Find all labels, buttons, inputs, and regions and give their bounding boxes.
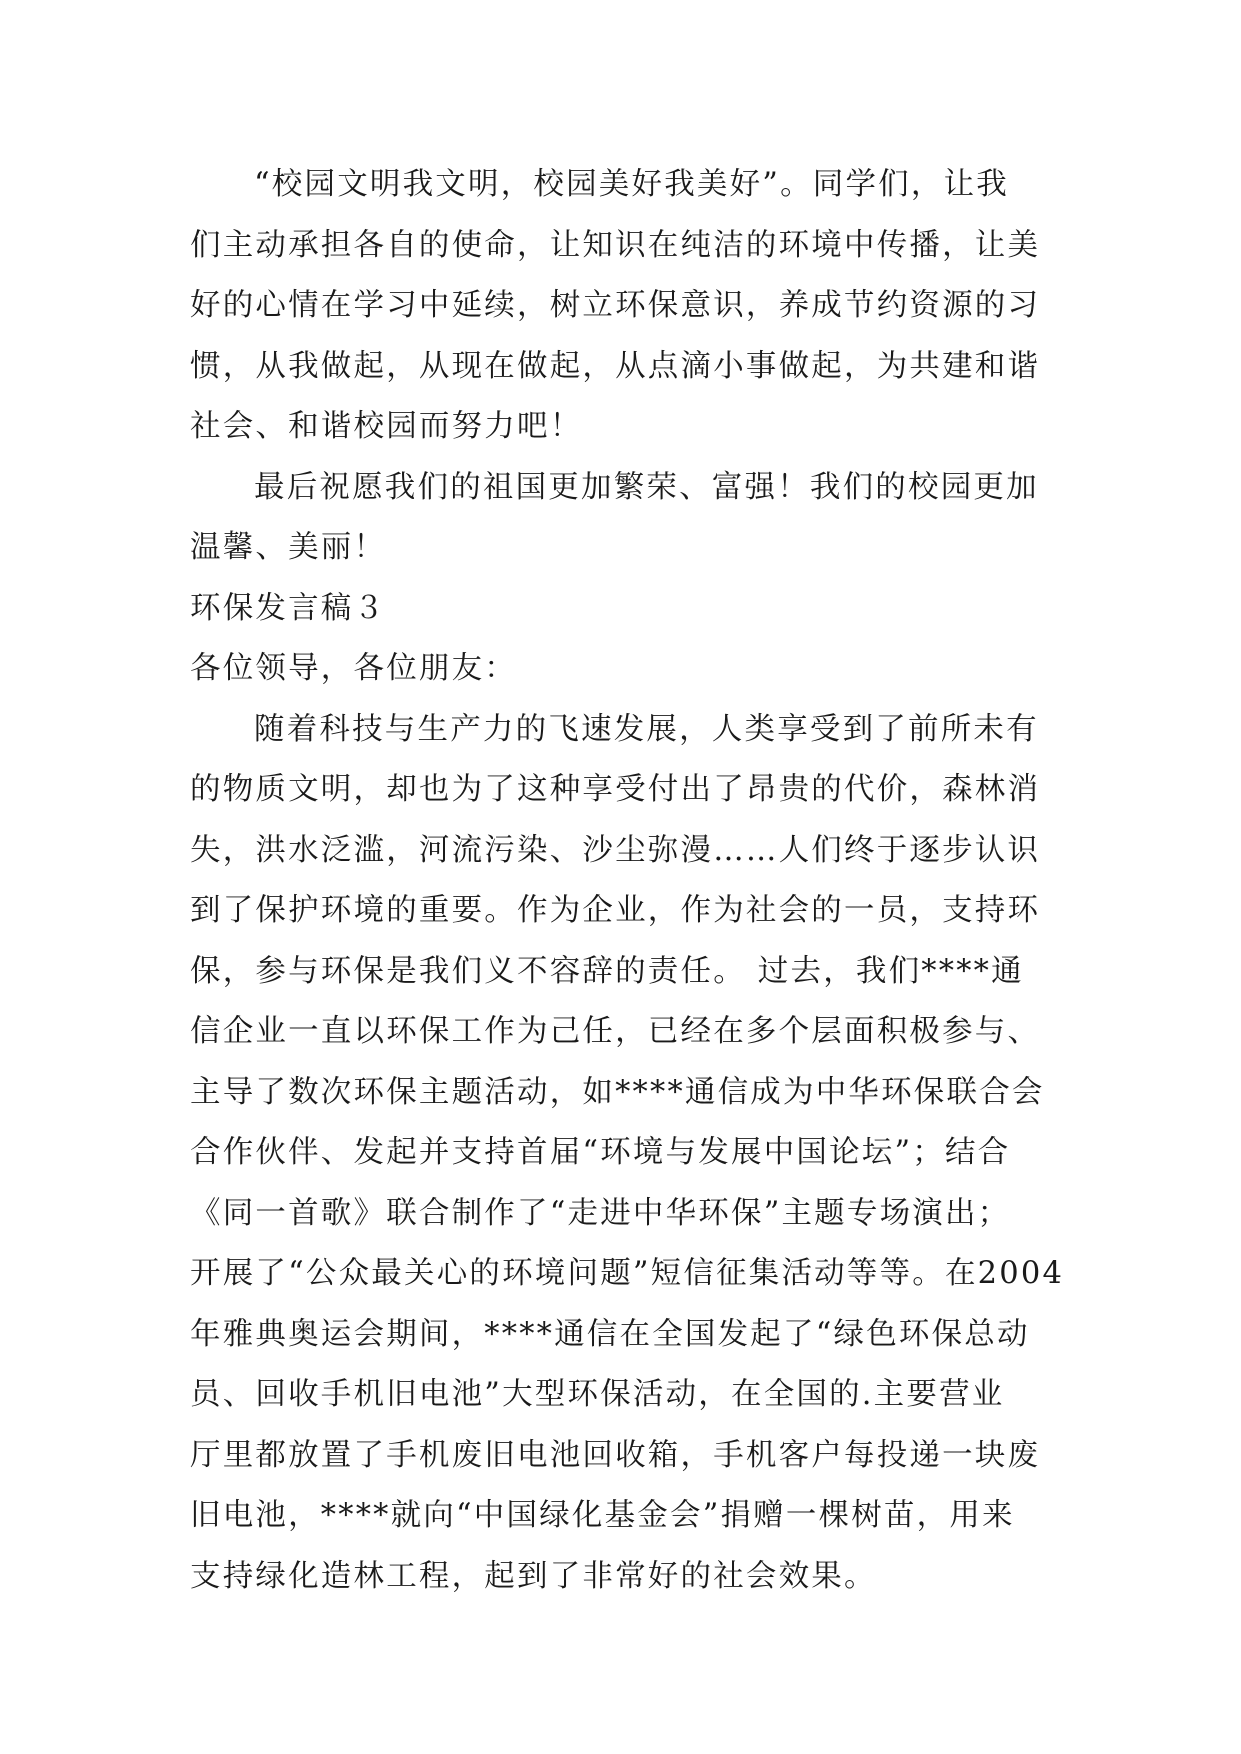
text-line: 到了保护环境的重要。作为企业，作为社会的一员，支持环 — [190, 893, 1041, 928]
document-body — [190, 155, 1065, 1607]
text-line: 好的心情在学习中延续，树立环保意识，养成节约资源的习 — [190, 288, 1041, 323]
text-line: 的物质文明，却也为了这种享受付出了昂贵的代价，森林消 — [190, 772, 1041, 807]
salutation: 各位领导，各位朋友： — [190, 651, 517, 686]
text-line: 失，洪水泛滥，河流污染、沙尘弥漫……人们终于逐步认识 — [190, 832, 1041, 868]
text-line: 《同一首歌》联合制作了“走进中华环保”主题专场演出； — [190, 1195, 1011, 1231]
text-line: 员、回收手机旧电池”大型环保活动，在全国的.主要营业 — [190, 1377, 1005, 1412]
text-line: 开展了“公众最关心的环境问题”短信征集活动等等。在2004 — [190, 1256, 1065, 1291]
text-line: 旧电池，****就向“中国绿化基金会”捐赠一棵树苗，用来 — [190, 1498, 1015, 1533]
text-line: 保，参与环保是我们义不容辞的责任。 过去，我们****通 — [190, 953, 1024, 989]
text-line: 随着科技与生产力的飞速发展，人类享受到了前所未有 — [254, 711, 1039, 747]
text-line: 主导了数次环保主题活动，如****通信成为中华环保联合会 — [190, 1074, 1045, 1110]
text-line: “校园文明我文明，校园美好我美好”。同学们，让我 — [254, 167, 1009, 202]
text-line: 信企业一直以环保工作为己任，已经在多个层面积极参与、 — [190, 1014, 1041, 1049]
text-line: 厅里都放置了手机废旧电池回收箱，手机客户每投递一块废 — [190, 1437, 1041, 1473]
text-line: 支持绿化造林工程，起到了非常好的社会效果。 — [190, 1558, 877, 1594]
text-line: 合作伙伴、发起并支持首届“环境与发展中国论坛”；结合 — [190, 1135, 1011, 1170]
text-line: 社会、和谐校园而努力吧！ — [190, 409, 583, 444]
text-line: 惯，从我做起，从现在做起，从点滴小事做起，为共建和谐 — [190, 348, 1041, 384]
text-line: 们主动承担各自的使命，让知识在纯洁的环境中传播，让美 — [190, 227, 1041, 263]
text-line: 温馨、美丽！ — [190, 530, 387, 565]
text-line: 最后祝愿我们的祖国更加繁荣、富强！我们的校园更加 — [254, 469, 1039, 505]
text-line: 年雅典奥运会期间，****通信在全国发起了“绿色环保总动 — [190, 1316, 1030, 1352]
section-heading: 环保发言稿３ — [190, 590, 387, 626]
